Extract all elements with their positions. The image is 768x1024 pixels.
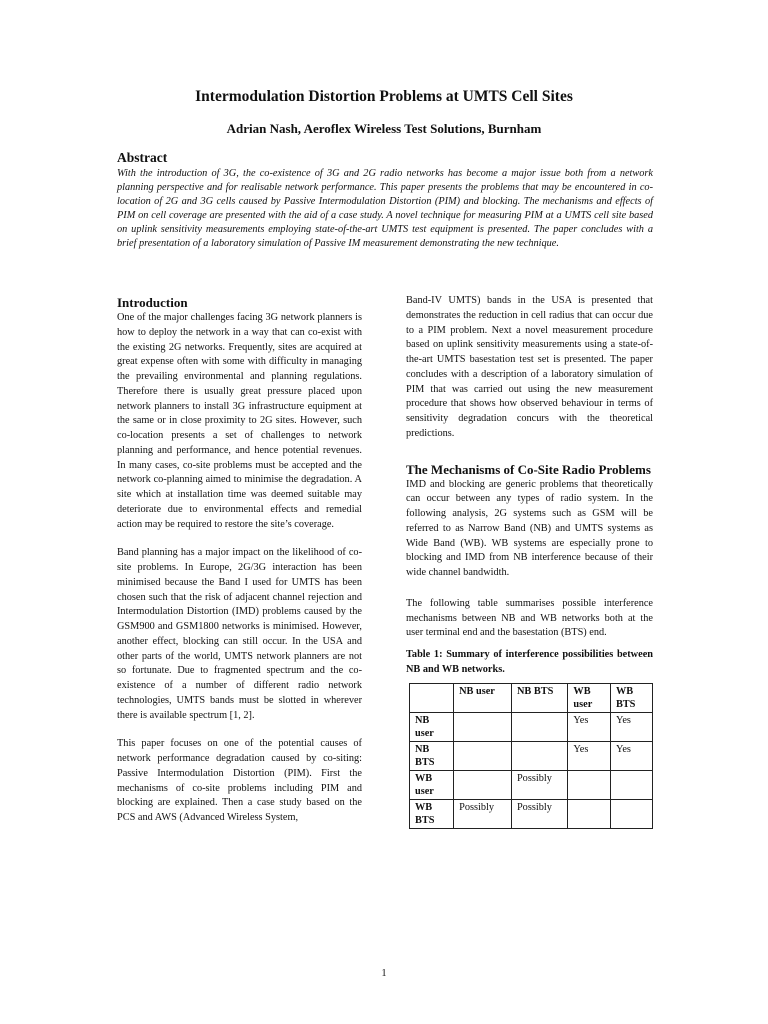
table-row xyxy=(410,713,653,742)
table-cell: WB user xyxy=(410,771,454,800)
table-cell: Yes xyxy=(568,742,611,771)
author-line: Adrian Nash, Aeroflex Wireless Test Solutions, Burnham xyxy=(226,121,542,136)
table-cell xyxy=(610,771,652,800)
table-cell xyxy=(511,742,567,771)
interference-table xyxy=(409,683,653,829)
abstract-text: With the introduction of 3G, the co-existence of 3G and 2G radio networks has become a major issue both from a network planning perspective and for realisable network performance. This paper presents the problems that may be encountered in co-location of 2G and 3G cells caused by Passive Intermodulation Distortion (PIM) and blocking. The mechanisms and effects of PIM on cell coverage are presented with the aid of a case study. A novel technique for measuring PIM at a UMTS cell site based on uplink sensitivity measurements employing state-of-the-art UMTS test equipment is presented. The paper concludes with a brief presentation of a laboratory simulation of Passive IM measurement demonstrating the new technique. xyxy=(117,168,653,249)
table-cell xyxy=(454,771,512,800)
abstract-heading: Abstract xyxy=(117,150,168,165)
table-row xyxy=(410,771,653,800)
table-cell: NB BTS xyxy=(511,684,567,713)
table-cell: Possibly xyxy=(511,800,567,829)
table-caption: Table 1: Summary of interference possibilities between NB and WB networks. xyxy=(406,649,653,675)
intro-continuation: Band-IV UMTS) bands in the USA is presented that demonstrates the reduction in cell radius that can occur due to a PIM problem. Next a novel measurement procedure based on uplink sensitivity measurements using a state-of-the-art UMTS basestation test set is presented. The paper concludes with a description of a laboratory simulation of PIM that was carried out using the new measurement procedure that shows how observed behaviour in terms of sensitivity degradation concurs with the theoretical predictions. xyxy=(406,295,653,439)
mechanisms-heading: The Mechanisms of Co-Site Radio Problems xyxy=(406,461,651,477)
table-cell: NB user xyxy=(454,684,512,713)
table-cell: NB user xyxy=(410,713,454,742)
table-cell xyxy=(454,742,512,771)
mechanisms-paragraph-1: IMD and blocking are generic problems that theoretically can occur between any types of radio system. In the following analysis, 2G systems such as GSM will be referred to as Narrow Band (NB) and UMTS systems as Wide Band (WB). WB systems are especially prone to blocking and IMD from NB interference because of their wide channel bandwidth. xyxy=(406,478,653,578)
table-row xyxy=(410,800,653,829)
table-cell: Yes xyxy=(568,713,611,742)
page-number: 1 xyxy=(381,968,387,979)
table-cell: Yes xyxy=(610,742,652,771)
table-cell xyxy=(454,713,512,742)
intro-paragraph-2: Band planning has a major impact on the likelihood of co-site problems. In Europe, 2G/3G interaction has been minimised because the Band I used for UMTS has been chosen such that the risk of adjacent channel rejection and Intermodulation Distortion (IMD) problems caused by the GSM900 and GSM1800 networks is minimised. However, another effect, blocking can still occur. In the USA and other parts of the world, UMTS network planners are not so fortunate. Due to fragmented spectrum and the co-existence of a number of different radio network technologies, UMTS bands must be slotted in wherever there is available spectrum [1, 2]. xyxy=(117,547,362,721)
table-cell: Yes xyxy=(610,713,652,742)
mechanisms-paragraph-2: The following table summarises possible interference mechanisms between NB and WB networks both at the user terminal end and the basestation (BTS) end. xyxy=(406,597,653,639)
table-cell xyxy=(610,800,652,829)
right-column xyxy=(406,294,653,829)
table-header-row xyxy=(410,684,653,713)
table-cell xyxy=(568,771,611,800)
left-column xyxy=(117,294,362,826)
table-cell: WB BTS xyxy=(610,684,652,713)
introduction-heading: Introduction xyxy=(117,295,188,310)
table-cell: NB BTS xyxy=(410,742,454,771)
table-cell: WB user xyxy=(568,684,611,713)
table-cell xyxy=(511,713,567,742)
table-cell: Possibly xyxy=(511,771,567,800)
paper-title: Intermodulation Distortion Problems at UMTS Cell Sites xyxy=(195,88,573,105)
table-cell xyxy=(410,684,454,713)
table-cell: WB BTS xyxy=(410,800,454,829)
intro-paragraph-1: One of the major challenges facing 3G network planners is how to deploy the network in a way that can co-exist with the existing 2G networks. Frequently, sites are acquired at great expense often with some with difficulty in managing the prevailing environmental and planning regulations. Therefore there is usually great pressure placed upon network planners to install 3G infrastructure equipment at the same or in close proximity to 2G sites. However, such co-location presents a set of challenges to network planning and performance, and hence potential revenues. In many cases, co-site problems must be accepted and the network co-planning aimed to minimise the degradation. A site which at installation time was deemed suitable may deteriorate due to environmental effects and remedial action may be required to restore the site’s coverage. xyxy=(117,312,362,530)
table-cell: Possibly xyxy=(454,800,512,829)
table-row xyxy=(410,742,653,771)
table-cell xyxy=(568,800,611,829)
intro-paragraph-3: This paper focuses on one of the potential causes of network performance degradation caused by co-siting: Passive Intermodulation Distortion (PIM). First the mechanisms of co-site problems including PIM and blocking are explained. Then a case study based on the PCS and AWS (Advanced Wireless System, xyxy=(117,738,362,823)
